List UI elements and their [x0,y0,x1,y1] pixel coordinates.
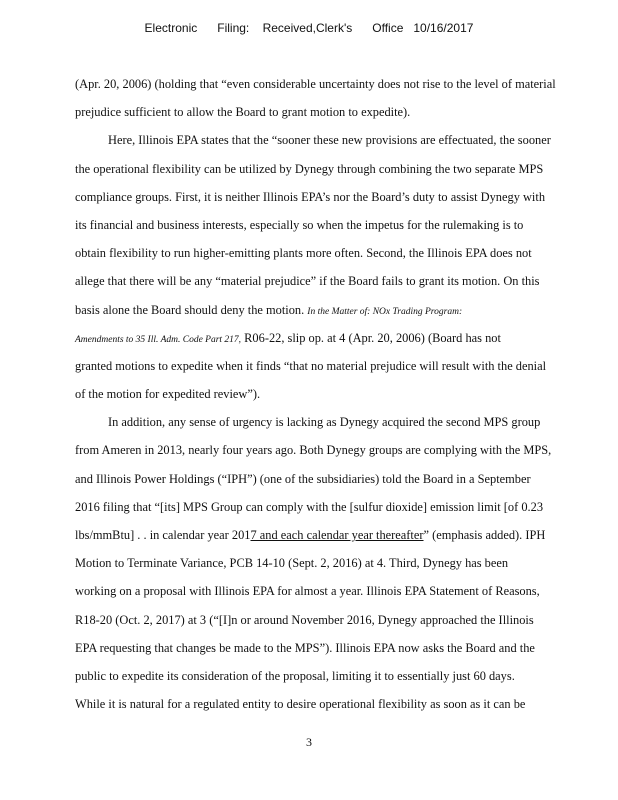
filing-header: Electronic Filing: Received,Clerk's Office 10/16/2017 [144,21,474,35]
paragraph-line [75,296,547,324]
underlined-text: 7 and each calendar year thereafter [250,528,424,542]
paragraph-line: and Illinois Power Holdings (“IPH”) (one of the subsidiaries) told the Board in a September [75,471,531,486]
paragraph-line: its financial and business interests, especially so when the impetus for the rulemaking is to [75,217,524,232]
paragraph-line: from Ameren in 2013, nearly four years ago. Both Dynegy groups are complying with the MPS, [75,443,552,458]
paragraph-line: R18-20 (Oct. 2, 2017) at 3 (“[I]n or around November 2016, Dynegy approached the Illinois [75,612,534,627]
paragraph-line: In addition, any sense of urgency is lacking as Dynegy acquired the second MPS group [108,415,541,430]
paragraph-line: allege that there will be any “material prejudice” if the Board fails to grant its motion. On this [75,274,540,289]
paragraph-line: While it is natural for a regulated entity to desire operational flexibility as soon as it can be [75,697,526,712]
paragraph-line: EPA requesting that changes be made to the MPS”). Illinois EPA now asks the Board and the [75,640,535,655]
paragraph-line: prejudice sufficient to allow the Board to grant motion to expedite). [75,105,411,120]
text-run: R06-22, slip op. at 4 (Apr. 20, 2006) (Board has not [241,330,501,345]
paragraph-line: Here, Illinois EPA states that the “sooner these new provisions are effectuated, the sooner [108,133,551,148]
paragraph-line: of the motion for expedited review”). [75,387,261,402]
paragraph-line: public to expedite its consideration of the proposal, limiting it to essentially just 60 days. [75,668,515,683]
paragraph-line: working on a proposal with Illinois EPA for almost a year. Illinois EPA Statement of Reasons, [75,584,540,599]
paragraph-line: obtain flexibility to run higher-emitting plants more often. Second, the Illinois EPA does not [75,246,532,261]
text-run: lbs/mmBtu] . . in calendar year 201 [75,528,251,542]
paragraph-line: granted motions to expedite when it finds “that no material prejudice will result with the denial [75,358,547,373]
paragraph-line [75,521,547,549]
paragraph-line: 2016 filing that “[its] MPS Group can comply with the [sulfur dioxide] emission limit [of 0.23 [75,499,544,514]
page-number: 3 [306,735,312,749]
text-run: ” (emphasis added). IPH [423,528,546,542]
case-citation: In the Matter of: NOx Trading Program: [307,306,463,317]
paragraph-line [75,324,547,352]
text-run: basis alone the Board should deny the motion. [75,302,308,317]
body-text [75,70,556,718]
paragraph-line: Motion to Terminate Variance, PCB 14-10 (Sept. 2, 2016) at 4. Third, Dynegy has been [75,556,509,571]
paragraph-line: (Apr. 20, 2006) (holding that “even considerable uncertainty does not rise to the level of material [75,77,556,91]
paragraph-line: the operational flexibility can be utilized by Dynegy through combining the two separate MPS [75,161,544,176]
case-citation: Amendments to 35 Ill. Adm. Code Part 217, [75,334,242,345]
paragraph-line: compliance groups. First, it is neither Illinois EPA’s nor the Board’s duty to assist Dynegy with [75,189,546,204]
